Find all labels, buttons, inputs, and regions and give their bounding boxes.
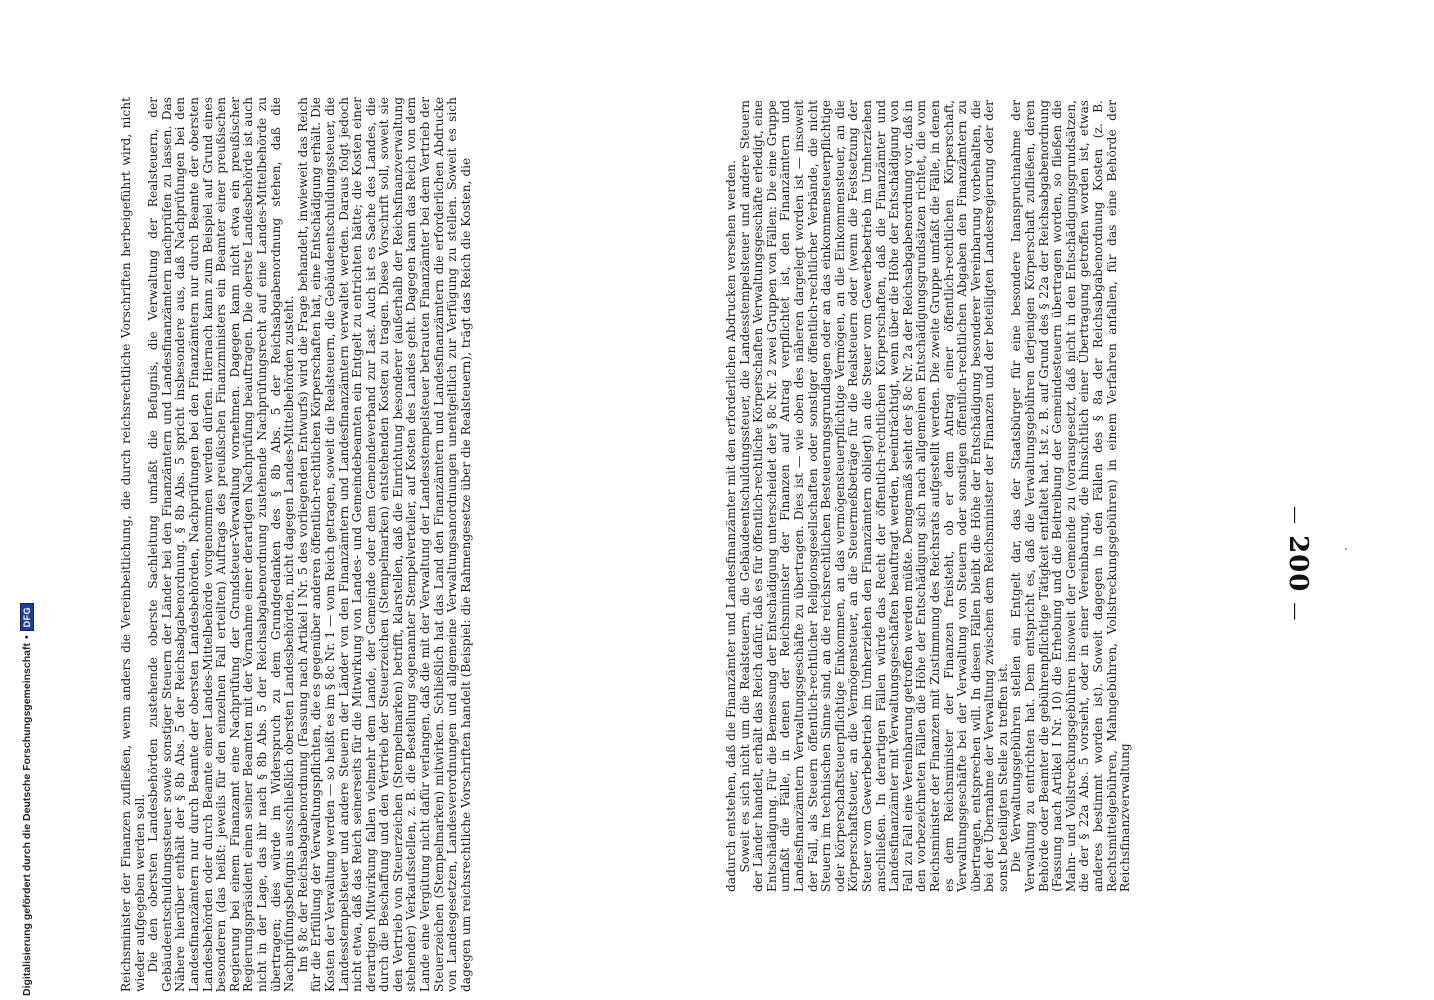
credit-separator: •: [21, 635, 33, 640]
paragraph: Die den obersten Landesbehörden zustehende oberste Sachleitung umfaßt die Befugnis, die Verwaltung der Realsteuern, der Gebäudeentschuldungssteuer sowie sonstiger Steuern der Länder bei den Finanzämtern und Landesfinanzämtern nachprüfen zu lassen. Das Nähere hierüber enthält der § 8b Abs. 5 der Reichsabgabenordnung. § 8b Abs. 5 spricht insbesondere aus, daß Nachprüfungen bei den Landesfinanzämtern nur durch Beamte der obersten Landesbehörden, Nachprüfungen bei den Finanzämtern nur durch Beamte der obersten Landesbehörden oder durch Beamte einer Landes-Mittelbehörde vorgenommen werden dürfen. Hiernach kann zum Beispiel auf Grund eines besonderen (das heißt: jeweils für den einzelnen Fall erteilten) Auftrags des preußischen Finanzministers ein Beamter einer preußischen Regierung bei einem Finanzamt eine Nachprüfung der Grundsteuer-Verwaltung vornehmen. Dagegen kann nicht etwa ein preußischer Regierungspräsident einen seiner Beamten mit der Vornahme einer derartigen Nachprüfung beauftragen. Die oberste Landesbehörde ist auch nicht in der Lage, das ihr nach § 8b Abs. 5 der Reichsabgabenordnung zustehende Nachprüfungsrecht auf eine Landes-Mittelbehörde zu übertragen; dies würde im Widerspruch zu dem Grundgedanken des § 8b Abs. 5 der Reichsabgabenordnung stehen, daß die Nachprüfungsbefugnis ausschließlich obersten Landesbehörden, nicht dagegen Landes-Mittelbehörden zusteht.: [146, 97, 297, 992]
text-column-right: [725, 100, 1305, 892]
page-number-dash-left: —: [1285, 506, 1306, 525]
paragraph: dadurch entstehen, daß die Finanzämter und Landesfinanzämter mit den erforderlichen Abdrucken versehen werden.: [724, 160, 738, 892]
page-number-dash-right: —: [1285, 602, 1306, 622]
digitization-credit-text: Digitalisierung gefördert durch die Deutsche Forschungsgemeinschaft: [21, 643, 33, 996]
paragraph: Soweit es sich nicht um die Realsteuern, die Gebäudeentschuldungssteuer, die Landesstempelsteuer und andere Steuern der Länder handelt, erhält das Reich dafür, daß es für öffentlich-rechtliche Körperschaften Verwaltungsgeschäfte erledigt, eine Entschädigung. Für die Bemessung der Entschädigung unterscheidet der § 8c Nr. 2 zwei Gruppen von Fällen: Die eine Gruppe umfaßt die Fälle, in denen der Reichsminister der Finanzen auf Antrag verpflichtet ist, den Finanzämtern und Landesfinanzämtern Verwaltungsgeschäfte zu übertragen. Dies ist — wie oben des näheren dargelegt worden ist — insoweit der Fall, als Steuern öffentlich-rechtlicher Religionsgesellschaften oder sonstiger öffentlich-rechtlicher Verbände, die nicht Steuern im technischen Sinne sind, an die reichsrechtlichen Besteuerungsgrundlagen oder an das einkommensteuerpflichtige oder körperschaftsteuerpflichtige Einkommen, an das vermögensteuerpflichtige Vermögen, an die Einkommensteuer, an die Körperschaftsteuer, an die Vermögensteuer, an die Steuermeßbeträge für die Realsteuern oder (wenn die Festsetzung der Steuer vom Gewerbebetrieb im Umherziehen den Finanzämtern obliegt) an die Steuer vom Gewerbebetrieb im Umherziehen anschließen. In derartigen Fällen würde das Recht der öffentlich-rechtlichen Körperschaften, daß die Finanzämter und Landesfinanzämter mit Verwaltungsgeschäften beauftragt werden, beeinträchtigt, wenn über die Höhe der Entschädigung von Fall zu Fall eine Vereinbarung getroffen werden müßte. Demgemäß sieht der § 8c Nr. 2a der Reichsabgabenordnung vor, daß in den vorbezeichneten Fällen die Höhe der Entschädigung sich nach allgemeinen Entschädigungsgrundsätzen richtet, die vom Reichsminister der Finanzen mit Zustimmung des Reichsrats aufgestellt werden. Die zweite Gruppe umfaßt die Fälle, in denen es dem Reichsminister der Finanzen freisteht, ob er dem Antrag einer öffentlich-rechtlichen Körperschaft, Verwaltungsgeschäfte bei der Verwaltung von Steuern oder sonstigen öffentlich-rechtlichen Abgaben den Finanzämtern zu übertragen, entsprechen will. In diesen Fällen bleibt die Höhe der Entschädigung besonderer Vereinbarung vorbehalten, die bei der Übernahme der Verwaltung zwischen dem Reichsminister der Finanzen und der beteiligten Landesregierung oder der sonst beteiligten Stelle zu treffen ist.: [737, 100, 1010, 892]
scan-speck: [1345, 548, 1347, 550]
paragraph: Die Verwaltungsgebühren stellen ein Entgelt dar, das der Staatsbürger für eine besondere Inanspruchnahme der Verwaltung zu entrichten hat. Dem entspricht es, daß die Verwaltungsgebühren derjenigen Körperschaft zufließen, deren Behörde oder Beamter die gebührenpflichtige Tätigkeit entfaltet hat. Ist z. B. auf Grund des § 22a der Reichsabgabenordnung (Fassung nach Artikel I Nr. 10) die Erhebung und die Beitreibung der Gemeindesteuern übertragen worden, so fließen die Mahn- und Vollstreckungsgebühren insoweit der Gemeinde zu (vorausgesetzt, daß nicht in den Entschädigungsgrundsätzen, die der § 22a Abs. 5 vorsieht, oder in einer Vereinbarung, die hinsichtlich einer Übertragung getroffen worden ist, etwas anderes bestimmt worden ist). Soweit dagegen in den Fällen des § 8a der Reichsabgabenordnung Kosten (z. B. Rechtsmittelgebühren, Mahngebühren, Vollstreckungsgebühren) in einem Verfahren anfallen, für das eine Behörde der Reichsfinanzverwaltung: [1009, 100, 1133, 892]
dfg-logo-icon: DFG: [20, 603, 34, 632]
text-column-left: [120, 97, 700, 992]
digitization-credit: [20, 603, 34, 996]
paragraph: Im § 8c der Reichsabgabenordnung (Fassung nach Artikel I Nr. 5 des vorliegenden Entwurfs) wird die Frage behandelt, inwieweit das Reich für die Erfüllung der Verwaltungspflichten, die es gegenüber anderen öffentlich-rechtlichen Körperschaften hat, eine Entschädigung erhält. Die Kosten der Verwaltung werden — so heißt es im § 8c Nr. 1 — vom Reich getragen, soweit die Realsteuern, die Gebäudeentschuldungssteuer, die Landesstempelsteuer und andere Steuern der Länder von den Finanzämtern und Landesfinanzämtern verwaltet werden. Daraus folgt jedoch nicht etwa, daß das Reich seinerseits für die Mitwirkung von Landes- und Gemeindebeamten ein Entgelt zu entrichten hätte; die Kosten einer derartigen Mitwirkung fallen vielmehr dem Lande, der Gemeinde oder dem Gemeindeverband zur Last. Auch ist es Sache des Landes, die durch die Beschaffung und den Vertrieb der Steuerzeichen (Stempelmarken) entstehenden Kosten zu tragen. Diese Vorschrift soll, soweit sie den Vertrieb von Steuerzeichen (Stempelmarken) betrifft, klarstellen, daß die Einrichtung besonderer (außerhalb der Reichsfinanzverwaltung stehender) Verkaufsstellen, z. B. die Bestellung sogenannter Stempelverteiler, auf Kosten des Landes geht. Dagegen kann das Reich von dem Lande eine Vergütung nicht dafür verlangen, daß die mit der Verwaltung der Landesstempelsteuer betrauten Finanzämter bei dem Vertrieb der Steuerzeichen (Stempelmarken) mitwirken. Schließlich hat das Land den Finanzämtern und Landesfinanzämtern die erforderlichen Abdrucke von Landesgesetzen, Landesverordnungen und allgemeine Verwaltungsanordnungen unentgeltlich zur Verfügung zu stellen. Soweit es sich dagegen um reichsrechtliche Vorschriften handelt (Beispiel: die Rahmengesetze über die Realsteuern), trägt das Reich die Kosten, die: [295, 97, 473, 992]
page-number-value: 200: [1283, 535, 1313, 593]
paragraph: Reichsminister der Finanzen zufließen, wenn anders die Vereinbeitlichung, die durch reichsrechtliche Vorschriften herbeigeführt wird, nicht wieder aufgegeben werden soll.: [119, 97, 147, 992]
